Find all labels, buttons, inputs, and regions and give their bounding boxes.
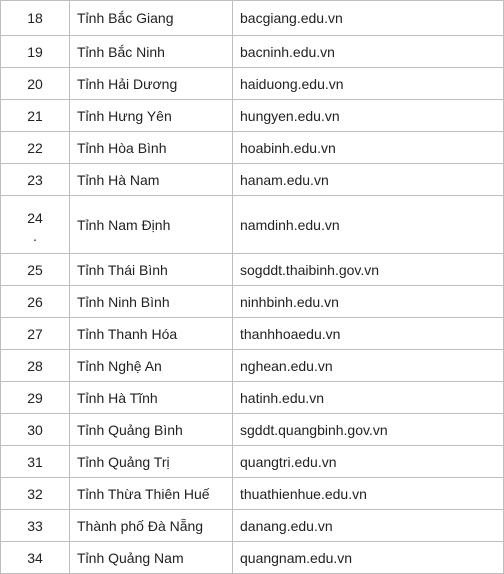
row-number-cell	[1, 510, 70, 542]
website-domain: hanam.edu.vn	[240, 171, 329, 188]
row-number: 21	[27, 107, 43, 124]
website-cell	[233, 68, 504, 100]
row-number-cell	[1, 478, 70, 510]
province-name: Tỉnh Hải Dương	[77, 75, 178, 92]
table-row	[1, 350, 504, 382]
table-row	[1, 286, 504, 318]
province-name: Tỉnh Hưng Yên	[77, 107, 172, 124]
province-name-cell	[70, 196, 233, 254]
row-number: 20	[27, 75, 43, 92]
table-row	[1, 382, 504, 414]
table-row	[1, 318, 504, 350]
table-row	[1, 542, 504, 574]
row-number-cell	[1, 36, 70, 68]
website-cell	[233, 478, 504, 510]
province-name: Tỉnh Hà Nam	[77, 171, 160, 188]
province-name-cell	[70, 478, 233, 510]
table-row	[1, 414, 504, 446]
province-name: Tỉnh Ninh Bình	[77, 293, 170, 310]
row-number-cell	[1, 254, 70, 286]
website-domain: hatinh.edu.vn	[240, 389, 325, 406]
website-cell	[233, 36, 504, 68]
province-name-cell	[70, 382, 233, 414]
row-number-cell	[1, 318, 70, 350]
table-row	[1, 100, 504, 132]
website-domain: hoabinh.edu.vn	[240, 139, 336, 156]
website-domain: thuathienhue.edu.vn	[240, 485, 367, 502]
row-number-cell	[1, 164, 70, 196]
province-name-cell	[70, 414, 233, 446]
row-number-cell	[1, 1, 70, 36]
website-domain: sgddt.quangbinh.gov.vn	[240, 421, 388, 438]
province-name: Tỉnh Bắc Ninh	[77, 43, 165, 60]
website-domain: haiduong.edu.vn	[240, 75, 344, 92]
row-number-cell	[1, 542, 70, 574]
table-row	[1, 132, 504, 164]
table-row	[1, 510, 504, 542]
row-number: 26	[27, 293, 43, 310]
row-number-cell	[1, 286, 70, 318]
province-name: Tỉnh Bắc Giang	[77, 10, 174, 26]
row-number-cell	[1, 132, 70, 164]
table-row	[1, 254, 504, 286]
province-name: Tỉnh Quảng Nam	[77, 549, 184, 566]
province-name-cell	[70, 100, 233, 132]
website-domain: hungyen.edu.vn	[240, 107, 340, 124]
row-number: 18	[27, 10, 43, 26]
row-number-cell	[1, 414, 70, 446]
row-number: 32	[27, 485, 43, 502]
website-domain: ninhbinh.edu.vn	[240, 293, 339, 310]
website-domain: bacgiang.edu.vn	[240, 10, 343, 26]
row-number: 31	[27, 453, 43, 470]
province-name: Tỉnh Quảng Bình	[77, 421, 183, 438]
website-cell	[233, 382, 504, 414]
row-number: 29	[27, 389, 43, 406]
row-number: 19	[27, 43, 43, 60]
website-domain: sogddt.thaibinh.gov.vn	[240, 261, 380, 278]
province-name-cell	[70, 350, 233, 382]
province-name: Tỉnh Quảng Trị	[77, 453, 170, 470]
province-name-cell	[70, 1, 233, 36]
province-name-cell	[70, 254, 233, 286]
website-cell	[233, 196, 504, 254]
table-row	[1, 478, 504, 510]
province-name-cell	[70, 286, 233, 318]
table-row	[1, 1, 504, 36]
table-row	[1, 446, 504, 478]
website-domain: nghean.edu.vn	[240, 357, 333, 374]
row-number-suffix: .	[33, 228, 37, 244]
row-number: 23	[27, 171, 43, 188]
website-cell	[233, 542, 504, 574]
row-number-cell	[1, 196, 70, 254]
row-number-cell	[1, 446, 70, 478]
website-domain: namdinh.edu.vn	[240, 216, 340, 233]
province-name-cell	[70, 318, 233, 350]
website-cell	[233, 132, 504, 164]
province-name: Tỉnh Hà Tĩnh	[77, 389, 158, 406]
website-cell	[233, 286, 504, 318]
row-number: 30	[27, 421, 43, 438]
province-name: Tỉnh Thanh Hóa	[77, 325, 178, 342]
website-domain: quangnam.edu.vn	[240, 549, 353, 566]
table-row	[1, 68, 504, 100]
province-name-cell	[70, 36, 233, 68]
website-cell	[233, 1, 504, 36]
province-name-cell	[70, 164, 233, 196]
row-number: 34	[27, 549, 43, 566]
table-row	[1, 36, 504, 68]
website-cell	[233, 350, 504, 382]
province-name: Tỉnh Nam Định	[77, 216, 171, 233]
website-domain: danang.edu.vn	[240, 517, 333, 534]
website-domain: bacninh.edu.vn	[240, 43, 335, 60]
table-body	[1, 1, 504, 574]
province-name-cell	[70, 68, 233, 100]
website-cell	[233, 446, 504, 478]
row-number-cell	[1, 100, 70, 132]
province-name-cell	[70, 542, 233, 574]
website-cell	[233, 254, 504, 286]
website-domain: quangtri.edu.vn	[240, 453, 337, 470]
website-cell	[233, 510, 504, 542]
website-domain: thanhhoaedu.vn	[240, 325, 341, 342]
table-row	[1, 164, 504, 196]
row-number: 27	[27, 325, 43, 342]
website-cell	[233, 318, 504, 350]
row-number-cell	[1, 382, 70, 414]
table-row	[1, 196, 504, 254]
row-number: 22	[27, 139, 43, 156]
website-cell	[233, 164, 504, 196]
row-number: 28	[27, 357, 43, 374]
row-number: 24	[27, 210, 43, 226]
website-cell	[233, 414, 504, 446]
province-name-cell	[70, 510, 233, 542]
website-cell	[233, 100, 504, 132]
province-name: Thành phố Đà Nẵng	[77, 517, 204, 534]
province-name-cell	[70, 446, 233, 478]
province-name: Tỉnh Hòa Bình	[77, 139, 167, 156]
row-number: 25	[27, 261, 43, 278]
province-name: Tỉnh Thái Bình	[77, 261, 168, 278]
row-number-cell	[1, 350, 70, 382]
province-name: Tỉnh Nghệ An	[77, 357, 162, 374]
row-number-cell	[1, 68, 70, 100]
row-number: 33	[27, 517, 43, 534]
province-name-cell	[70, 132, 233, 164]
province-name: Tỉnh Thừa Thiên Huế	[77, 485, 210, 502]
